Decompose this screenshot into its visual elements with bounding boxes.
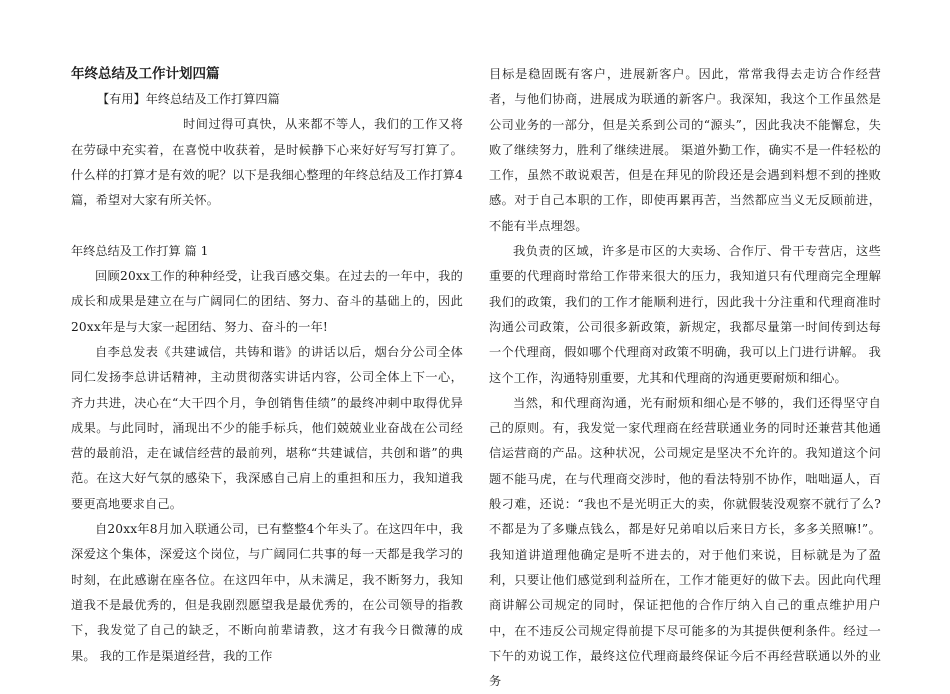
document-subtitle: 【有用】年终总结及工作打算四篇 <box>97 92 280 106</box>
intro-paragraph: 时间过得可真快，从来都不等人，我们的工作又将在劳碌中充实着，在喜悦中收获着，是时候静下心来好好写写打算了。什么样的打算才是有效的呢？以下是我细心整理的年终总结及工作打算4篇，希望对大家有所关怀。 <box>71 117 463 208</box>
body-paragraph: 自李总发表《共建诚信，共铸和谐》的讲话以后，烟台分公司全体同仁发扬李总讲话精神，主动贯彻落实讲话内容，公司全体上下一心，齐力共进，决心在“大干四个月，争创销售佳绩”的最终冲刺中取得优异成果。与此同时，涌现出不少的能手标兵，他们兢兢业业奋战在公司经营的最前沿，走在诚信经营的最前列，堪称“共建诚信，共创和谐”的典范。在这大好气氛的感染下，我深感自己肩上的重担和压力，我知道我要更高地要求自己。 <box>71 344 463 511</box>
right-column <box>489 62 881 694</box>
body-paragraph: 我负责的区域，许多是市区的大卖场、合作厅、骨干专营店，这些重要的代理商时常给工作带来很大的压力，我知道只有代理商完全理解我们的政策，我们的工作才能顺利进行，因此我十分注重和代理商准时沟通公司政策，公司很多新政策，新规定，我都尽量第一时间传到达每一个代理商，假如哪个代理商对政策不明确，我可以上门进行讲解。 我这个工作，沟通特别重要，尤其和代理商的沟通更要耐烦和细心。 <box>489 244 881 385</box>
section-heading: 年终总结及工作打算 篇 1 <box>71 243 209 258</box>
spacer <box>71 213 463 238</box>
body-paragraph: 回顾20xx工作的种种经受，让我百感交集。在过去的一年中，我的成长和成果是建立在与广阔同仁的团结、努力、奋斗的基础上的，因此20xx年是与大家一起团结、努力、奋斗的一年! <box>71 269 463 334</box>
body-paragraph: 目标是稳固既有客户，进展新客户。因此，常常我得去走访合作经营者，与他们协商，进展成为联通的新客户。我深知，我这个工作虽然是公司业务的一部分，但是关系到公司的“源头”，因此我决不能懈怠，失败了继续努力，胜利了继续进展。 渠道外勤工作，确实不是一件轻松的工作，虽然不敢说艰苦，但是在拜见的阶段还是会遇到料想不到的挫败感。对于自己本职的工作，即使再累再苦，当然都应当义无反顾前进，不能有半点埋怨。 <box>489 67 881 233</box>
document-title: 年终总结及工作计划四篇 <box>71 66 220 82</box>
body-paragraph: 自20xx年8月加入联通公司，已有整整4个年头了。在这四年中，我深爱这个集体，深爱这个岗位，与广阔同仁共事的每一天都是我学习的时刻，在此感谢在座各位。在这四年中，从未满足，我不断努力，我知道我不是最优秀的，但是我剧烈愿望我是最优秀的，在公司领导的指教下，我发觉了自己的缺乏，不断向前辈请教，这才有我今日微薄的成果。 我的工作是渠道经营，我的工作 <box>71 522 463 663</box>
left-column <box>71 62 463 669</box>
body-paragraph: 当然，和代理商沟通，光有耐烦和细心是不够的，我们还得坚守自己的原则。有，我发觉一家代理商在经营联通业务的同时还兼营其他通信运营商的产品。这种状况，公司规定是坚决不允许的。我知道这个问题不能马虎，在与代理商交涉时，他的看法特别不协作，咄咄逼人，百般刁难，还说：“我也不是光明正大的卖，你就假装没观察不就行了么?不都是为了多赚点钱么，都是好兄弟咱以后来日方长，多多关照嘛!”。我知道讲道理他确定是听不进去的，对于他们来说，目标就是为了盈利，只要让他们感觉到利益所在，工作才能更好的做下去。因此向代理商讲解公司规定的同时，保证把他的合作厅纳入自己的重点维护用户中，在不违反公司规定得前提下尽可能多的为其提供便利条件。经过一下午的劝说工作，最终这位代理商最终保证今后不再经营联通以外的业务 <box>489 395 881 689</box>
